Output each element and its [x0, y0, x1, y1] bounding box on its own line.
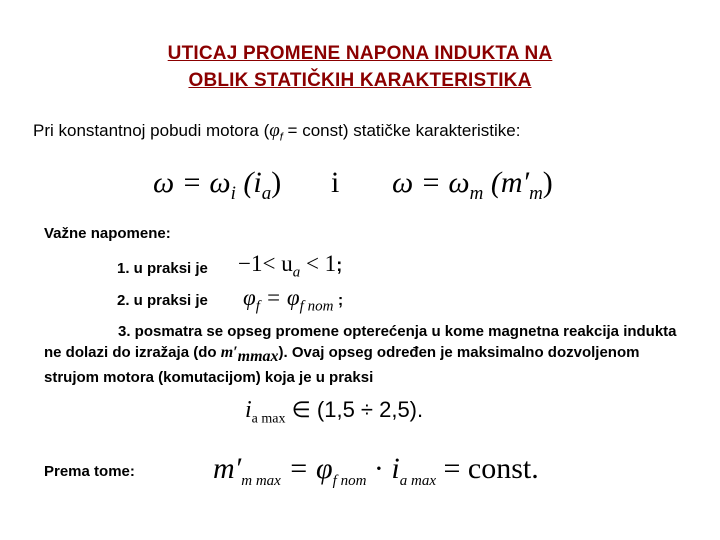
- eq1-arg: (i: [235, 166, 262, 199]
- eq2-sub: m: [469, 183, 484, 204]
- concl-m-sub: m max: [241, 473, 281, 489]
- current-range: [245, 397, 423, 427]
- eq2-arg: (m′: [483, 166, 530, 199]
- note2-sub2: f nom: [299, 298, 334, 315]
- intro-after: = const) statičke karakteristike:: [282, 121, 521, 140]
- conclusion-formula: [213, 452, 539, 490]
- note3-m-symbol: m′: [220, 344, 238, 361]
- concl-phi: = φ: [280, 452, 333, 485]
- equation-connector: i: [331, 166, 340, 199]
- note3-part1: 3. posmatra se opseg promene opterećenja u kome magnetna reakcija indukta ne dolazi do izražaja (do: [44, 323, 677, 361]
- note3-part2: ). Ovaj opseg određen je maksimalno dozvoljenom strujom motora (komutacijom) koja je u praksi: [44, 344, 640, 386]
- intro-text: [33, 120, 520, 143]
- equation-omega-i: [153, 166, 281, 205]
- eq1-close: ): [271, 166, 282, 199]
- phi-symbol: φ: [269, 120, 280, 141]
- title-line-2: OBLIK STATIČKIH KARAKTERISTIKA: [188, 70, 532, 91]
- eq2-lhs: ω = ω: [392, 166, 470, 199]
- eq1-arg-sub: a: [261, 183, 272, 204]
- eq1-sub: i: [230, 183, 236, 204]
- phi-subscript: f: [279, 131, 283, 144]
- concl-phi-sub: f nom: [332, 473, 367, 489]
- note3-paragraph: [44, 321, 684, 388]
- note3-m-sub: mmax: [237, 348, 279, 365]
- conclusion-label: Prema tome:: [44, 463, 135, 480]
- note2-phi: φ: [243, 285, 256, 310]
- note2-mid: = φ: [259, 285, 300, 310]
- note2-label: 2. u praksi je: [117, 292, 208, 309]
- eq1-lhs: ω = ω: [153, 166, 231, 199]
- note2-sub1: f: [255, 298, 260, 315]
- concl-rhs: = const.: [436, 452, 539, 485]
- notes-heading: Važne napomene:: [44, 225, 171, 242]
- note2-end: ;: [333, 292, 344, 309]
- title-line-1: UTICAJ PROMENE NAPONA INDUKTA NA: [167, 43, 553, 64]
- concl-i: i: [391, 452, 400, 485]
- note1-sub: a: [292, 264, 301, 281]
- eq2-arg-sub: m: [529, 183, 543, 204]
- note1-label: 1. u praksi je: [117, 260, 208, 277]
- eq2-close: ): [542, 166, 553, 199]
- intro-before: Pri konstantnoj pobudi motora (: [33, 121, 270, 140]
- note1-rhs: < 1: [300, 251, 337, 276]
- range-sub: a max: [251, 411, 286, 427]
- note2-formula: [243, 285, 343, 316]
- range-i: i: [245, 397, 252, 423]
- concl-m: m′: [213, 452, 242, 485]
- equation-omega-m: [392, 166, 553, 205]
- range-relation: ∈ (1,5 ÷ 2,5).: [285, 397, 424, 422]
- concl-dot: ·: [366, 452, 392, 485]
- note1-end: ;: [336, 255, 343, 275]
- note1-lhs: −1< u: [238, 251, 293, 276]
- note1-formula: [238, 251, 342, 282]
- concl-i-sub: a max: [399, 473, 436, 489]
